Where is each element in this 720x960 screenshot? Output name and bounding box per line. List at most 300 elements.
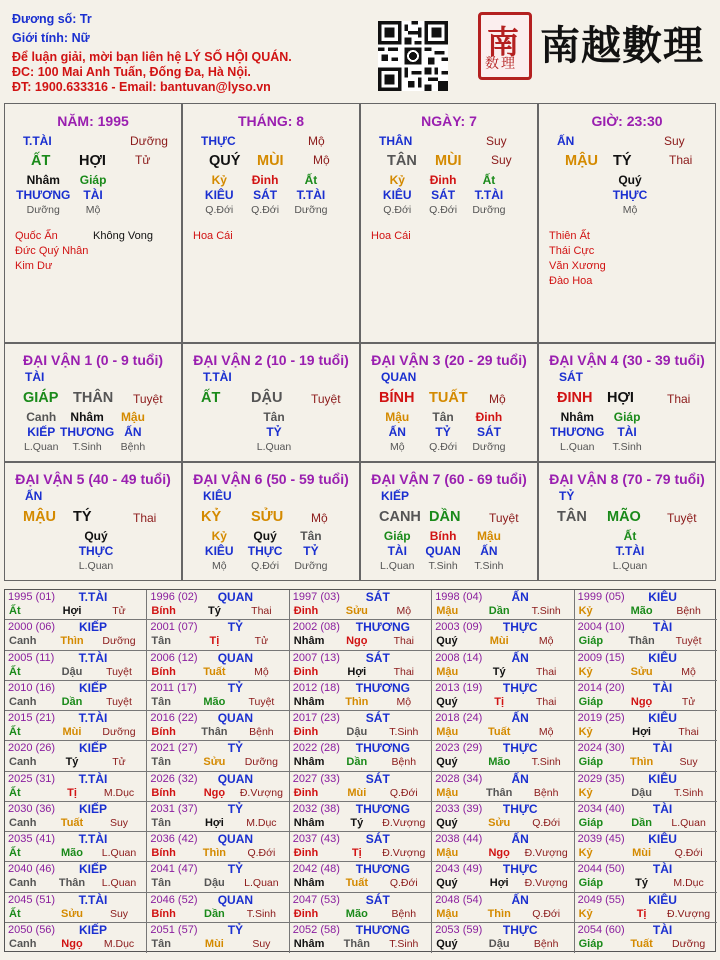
hidden-ten-god: KIÊU bbox=[204, 544, 234, 558]
year-branch: Mão bbox=[203, 695, 226, 708]
year-cell[interactable] bbox=[575, 590, 717, 620]
year-cell[interactable] bbox=[575, 772, 717, 802]
year-label: 2046 (52) bbox=[150, 893, 198, 906]
year-branch: Mùi bbox=[632, 847, 652, 859]
year-life-stage: Bệnh bbox=[676, 605, 701, 617]
owner-name: Đương số: Tr bbox=[12, 12, 92, 26]
year-branch: Dần bbox=[346, 756, 368, 769]
ten-god: QUAN bbox=[381, 370, 417, 384]
year-cell[interactable] bbox=[290, 741, 432, 771]
block-title: NĂM: 1995 bbox=[57, 113, 129, 129]
year-stem: Canh bbox=[9, 635, 37, 648]
year-branch: Thân bbox=[628, 635, 655, 648]
branch-state: Tuyệt bbox=[667, 511, 697, 525]
year-cell[interactable] bbox=[290, 651, 432, 681]
year-branch: Sửu bbox=[345, 605, 368, 617]
hidden-state: Mộ bbox=[211, 560, 227, 572]
year-life-stage: Thai bbox=[535, 665, 557, 678]
year-branch: Mùi bbox=[204, 937, 224, 950]
hidden-stem: Ất bbox=[623, 529, 637, 543]
hidden-ten-god: THỰC bbox=[78, 544, 114, 558]
year-label: 2020 (26) bbox=[8, 742, 56, 755]
year-ten-god: KIẾP bbox=[78, 922, 107, 937]
year-branch: Sửu bbox=[60, 907, 84, 920]
year-cell[interactable] bbox=[290, 620, 432, 650]
dai-van-3[interactable] bbox=[360, 343, 538, 462]
ten-god: THÂN bbox=[379, 134, 413, 148]
dai-van-7[interactable] bbox=[360, 462, 538, 581]
year-ten-god: T.TÀI bbox=[78, 650, 108, 665]
year-cell[interactable] bbox=[575, 681, 717, 711]
year-ten-god: KIÊU bbox=[648, 892, 677, 907]
year-stem: Ất bbox=[9, 847, 21, 859]
year-branch: Tị bbox=[636, 907, 647, 920]
hidden-ten-god: QUAN bbox=[425, 544, 461, 558]
year-label: 2001 (07) bbox=[150, 621, 198, 634]
contact-notice: Để luận giải, mời bạn liên hệ LÝ SỐ HỘI QUÁN. bbox=[12, 50, 292, 64]
year-cell[interactable] bbox=[432, 620, 574, 650]
year-branch: Dần bbox=[631, 816, 652, 829]
year-branch: Dần bbox=[61, 695, 83, 708]
year-life-stage: T.Sinh bbox=[246, 907, 276, 920]
year-ten-god: SÁT bbox=[365, 832, 390, 846]
ten-god: KIÊU bbox=[203, 489, 232, 503]
ten-god: THỰC bbox=[201, 134, 236, 148]
year-branch: Dần bbox=[488, 605, 510, 617]
hidden-ten-god: TÀI bbox=[83, 188, 103, 202]
year-cell[interactable] bbox=[147, 893, 289, 923]
year-cell[interactable] bbox=[432, 590, 574, 620]
ten-god: ẤN bbox=[557, 134, 575, 148]
year-cell[interactable] bbox=[147, 711, 289, 741]
shen-sha-star: Quốc Ấn bbox=[15, 230, 58, 242]
hidden-state: Dưỡng bbox=[294, 204, 328, 216]
year-branch: Mùi bbox=[489, 635, 509, 648]
year-cell[interactable] bbox=[5, 620, 147, 650]
year-stem: Quý bbox=[436, 695, 458, 708]
year-branch: Tuất bbox=[345, 877, 368, 890]
year-cell[interactable] bbox=[5, 923, 147, 953]
hidden-ten-god: SÁT bbox=[431, 188, 456, 202]
pillar-3[interactable] bbox=[360, 103, 538, 343]
year-life-stage: T.Sinh bbox=[531, 605, 561, 617]
hidden-ten-god: THƯƠNG bbox=[60, 425, 115, 439]
year-branch: Tị bbox=[494, 695, 505, 708]
year-stem: Mậu bbox=[436, 665, 459, 678]
hidden-state: Dưỡng bbox=[472, 204, 506, 216]
year-cell[interactable] bbox=[290, 893, 432, 923]
year-cell[interactable] bbox=[147, 923, 289, 953]
year-stem: Giáp bbox=[578, 635, 604, 648]
year-branch: Dậu bbox=[346, 726, 368, 738]
year-branch: Mùi bbox=[347, 786, 367, 799]
year-branch: Mão bbox=[630, 605, 653, 617]
heavenly-stem: ẤT bbox=[31, 153, 51, 169]
year-cell[interactable] bbox=[5, 681, 147, 711]
earthly-branch: TÝ bbox=[73, 509, 92, 525]
year-cell[interactable] bbox=[147, 802, 289, 832]
hidden-ten-god: TÀI bbox=[387, 544, 407, 558]
hidden-state: Q.Đới bbox=[205, 204, 234, 216]
year-branch: Dậu bbox=[61, 665, 83, 678]
seal-bottom-chars: 数理 bbox=[485, 56, 517, 72]
hidden-ten-god: THƯƠNG bbox=[550, 425, 605, 439]
year-stem: Kỷ bbox=[578, 605, 593, 617]
year-cell[interactable] bbox=[432, 893, 574, 923]
year-cell[interactable] bbox=[147, 681, 289, 711]
year-label: 2018 (24) bbox=[435, 712, 483, 724]
year-label: 2014 (20) bbox=[577, 681, 625, 694]
year-cell[interactable] bbox=[5, 741, 147, 771]
year-ten-god: TÀI bbox=[652, 801, 673, 816]
year-label: 2005 (11) bbox=[8, 651, 55, 664]
year-cell[interactable] bbox=[147, 651, 289, 681]
year-stem: Nhâm bbox=[293, 756, 325, 769]
year-branch: Sửu bbox=[630, 665, 653, 678]
year-cell[interactable] bbox=[5, 832, 147, 862]
year-life-stage: Dưỡng bbox=[672, 937, 706, 950]
hidden-ten-god: SÁT bbox=[476, 425, 501, 439]
year-cell[interactable] bbox=[290, 711, 432, 741]
block-title: NGÀY: 7 bbox=[421, 113, 477, 129]
year-cell[interactable] bbox=[5, 772, 147, 802]
year-label: 2050 (56) bbox=[8, 923, 56, 936]
year-cell[interactable] bbox=[432, 681, 574, 711]
year-life-stage: Tử bbox=[254, 635, 269, 648]
year-cell[interactable] bbox=[147, 741, 289, 771]
year-stem: Mậu bbox=[436, 847, 459, 859]
block-title: ĐẠI VẬN 4 (30 - 39 tuổi) bbox=[549, 352, 705, 368]
year-branch: Thìn bbox=[345, 695, 369, 708]
year-cell[interactable] bbox=[147, 590, 289, 620]
phone-email[interactable]: ĐT: 1900.633316 - Email: bantuvan@lyso.vn bbox=[12, 80, 271, 94]
year-life-stage: Thai bbox=[535, 695, 557, 708]
hidden-stem: Mậu bbox=[385, 410, 410, 424]
year-life-stage: Đ.Vượng bbox=[382, 816, 426, 829]
year-cell[interactable] bbox=[290, 862, 432, 892]
year-label: 2024 (30) bbox=[577, 742, 625, 755]
year-cell[interactable] bbox=[5, 590, 147, 620]
year-cell[interactable] bbox=[432, 651, 574, 681]
block-title: ĐẠI VẬN 5 (40 - 49 tuổi) bbox=[15, 471, 171, 487]
year-branch: Ngọ bbox=[346, 635, 368, 648]
year-stem: Nhâm bbox=[293, 695, 325, 708]
shen-sha-star: Đức Quý Nhân bbox=[15, 245, 89, 257]
hidden-stem: Quý bbox=[84, 529, 108, 543]
shen-sha-star: Thiên Ất bbox=[549, 230, 590, 242]
year-branch: Dậu bbox=[204, 877, 225, 890]
year-branch: Ngọ bbox=[488, 847, 510, 859]
year-life-stage: Dưỡng bbox=[102, 726, 136, 738]
year-ten-god: KIẾP bbox=[78, 620, 107, 635]
block-title: ĐẠI VẬN 6 (50 - 59 tuổi) bbox=[193, 471, 349, 487]
year-cell[interactable] bbox=[5, 651, 147, 681]
block-title: THÁNG: 8 bbox=[237, 113, 305, 129]
year-cell[interactable] bbox=[575, 862, 717, 892]
stem-state: Suy bbox=[664, 134, 685, 148]
seal-top-char: 南 bbox=[487, 23, 520, 61]
heavenly-stem: GIÁP bbox=[23, 390, 59, 406]
year-ten-god: T.TÀI bbox=[78, 892, 108, 907]
year-ten-god: ẤN bbox=[511, 711, 529, 725]
year-label: 2013 (19) bbox=[435, 681, 483, 694]
year-cell[interactable] bbox=[290, 681, 432, 711]
year-label: 2010 (16) bbox=[8, 681, 56, 694]
year-life-stage: Q.Đới bbox=[389, 877, 418, 890]
year-label: 2045 (51) bbox=[8, 893, 56, 906]
year-stem: Đinh bbox=[293, 907, 319, 920]
year-label: 2042 (48) bbox=[292, 863, 340, 876]
dai-van-2[interactable] bbox=[182, 343, 360, 462]
year-life-stage: Mộ bbox=[254, 665, 269, 678]
year-cell[interactable] bbox=[290, 590, 432, 620]
pillar-1[interactable] bbox=[4, 103, 182, 343]
pillar-4[interactable] bbox=[538, 103, 716, 343]
year-cell[interactable] bbox=[432, 862, 574, 892]
year-cell[interactable] bbox=[147, 862, 289, 892]
year-stem: Kỷ bbox=[578, 786, 593, 799]
hidden-ten-god: T.TÀI bbox=[296, 188, 326, 202]
year-cell[interactable] bbox=[575, 651, 717, 681]
year-branch: Tị bbox=[209, 635, 220, 648]
year-life-stage: Dưỡng bbox=[102, 635, 136, 648]
year-branch: Tuất bbox=[203, 665, 226, 678]
year-branch: Tý bbox=[207, 605, 221, 617]
year-cell[interactable] bbox=[575, 832, 717, 862]
block-title: GIỜ: 23:30 bbox=[591, 113, 663, 129]
year-ten-god: THỰC bbox=[502, 862, 538, 877]
earthly-branch: MÙI bbox=[435, 153, 462, 169]
hidden-ten-god: THỰC bbox=[612, 188, 648, 202]
year-branch: Thìn bbox=[487, 907, 511, 920]
earthly-branch: TUẤT bbox=[429, 390, 468, 406]
year-life-stage: M.Dục bbox=[246, 816, 277, 829]
hidden-ten-god: KIẾP bbox=[27, 425, 56, 439]
year-stem: Ất bbox=[9, 726, 21, 738]
year-label: 2031 (37) bbox=[150, 802, 198, 815]
year-cell[interactable] bbox=[290, 832, 432, 862]
year-life-stage: Đ.Vượng bbox=[524, 877, 568, 890]
year-label: 2034 (40) bbox=[577, 802, 625, 815]
year-stem: Giáp bbox=[578, 756, 604, 769]
year-ten-god: KIẾP bbox=[78, 741, 107, 756]
year-stem: Đinh bbox=[293, 605, 319, 617]
year-label: 2048 (54) bbox=[435, 893, 483, 906]
year-branch: Mão bbox=[488, 756, 511, 769]
heavenly-stem: MẬU bbox=[565, 153, 599, 169]
block-title: ĐẠI VẬN 3 (20 - 29 tuổi) bbox=[371, 352, 527, 368]
year-stem: Bính bbox=[151, 665, 176, 678]
year-label: 2006 (12) bbox=[150, 651, 198, 664]
branch-state: Mộ bbox=[489, 392, 506, 406]
hidden-stem: Nhâm bbox=[26, 173, 60, 187]
year-branch: Tý bbox=[635, 877, 649, 890]
dai-van-6[interactable] bbox=[182, 462, 360, 581]
year-stem: Ất bbox=[9, 605, 21, 617]
ten-god: T.TÀI bbox=[23, 134, 52, 148]
year-label: 2037 (43) bbox=[292, 833, 340, 845]
heavenly-stem: BÍNH bbox=[379, 390, 415, 406]
qr-code-icon[interactable] bbox=[378, 21, 448, 91]
year-cell[interactable] bbox=[147, 772, 289, 802]
year-life-stage: Tử bbox=[112, 605, 126, 617]
year-cell[interactable] bbox=[290, 772, 432, 802]
hidden-ten-god: ẤN bbox=[480, 544, 498, 558]
year-cell[interactable] bbox=[575, 620, 717, 650]
ten-god: T.TÀI bbox=[203, 370, 232, 384]
year-ten-god: THỰC bbox=[502, 801, 538, 816]
year-ten-god: TỶ bbox=[227, 801, 244, 816]
year-label: 2047 (53) bbox=[292, 893, 340, 906]
hidden-stem: Nhâm bbox=[70, 410, 104, 424]
earthly-branch: TÝ bbox=[613, 153, 632, 169]
earthly-branch: HỢI bbox=[79, 153, 106, 169]
hidden-state: L.Quan bbox=[24, 441, 59, 453]
year-stem: Nhâm bbox=[293, 816, 325, 829]
hidden-state: L.Quan bbox=[78, 560, 114, 572]
year-cell[interactable] bbox=[575, 711, 717, 741]
hidden-ten-god: KIÊU bbox=[204, 188, 234, 202]
year-stem: Tân bbox=[151, 877, 171, 890]
year-ten-god: KIẾP bbox=[78, 801, 107, 816]
heavenly-stem: ĐINH bbox=[557, 390, 593, 406]
year-stem: Giáp bbox=[578, 877, 604, 890]
year-stem: Bính bbox=[151, 847, 176, 859]
hidden-stem: Giáp bbox=[79, 173, 107, 187]
year-ten-god: THỰC bbox=[502, 620, 538, 635]
year-branch: Hợi bbox=[632, 726, 651, 738]
year-cell[interactable] bbox=[575, 893, 717, 923]
dai-van-5[interactable] bbox=[4, 462, 182, 581]
year-stem: Mậu bbox=[436, 726, 459, 738]
year-stem: Kỷ bbox=[578, 665, 593, 678]
hidden-stem: Ất bbox=[482, 173, 496, 187]
year-ten-god: QUAN bbox=[217, 711, 254, 725]
year-stem: Nhâm bbox=[293, 635, 325, 648]
year-stem: Kỷ bbox=[578, 726, 593, 738]
dai-van-1[interactable] bbox=[4, 343, 182, 462]
year-ten-god: TÀI bbox=[652, 680, 673, 695]
year-label: 2044 (50) bbox=[577, 863, 625, 876]
year-ten-god: T.TÀI bbox=[78, 832, 108, 846]
year-ten-god: ẤN bbox=[511, 771, 529, 786]
year-life-stage: Tuyệt bbox=[106, 665, 132, 678]
heavenly-stem: TÂN bbox=[387, 153, 417, 169]
hidden-ten-god: T.TÀI bbox=[615, 544, 645, 558]
hidden-ten-god: TỶ bbox=[303, 544, 319, 558]
dai-van-4[interactable] bbox=[538, 343, 716, 462]
branch-state: Suy bbox=[491, 153, 512, 167]
year-branch: Dậu bbox=[488, 937, 510, 950]
year-stem: Bính bbox=[151, 907, 176, 920]
year-stem: Mậu bbox=[436, 786, 459, 799]
year-branch: Hợi bbox=[62, 605, 82, 617]
year-cell[interactable] bbox=[432, 832, 574, 862]
year-stem: Tân bbox=[151, 695, 171, 708]
year-cell[interactable] bbox=[5, 862, 147, 892]
year-label: 1997 (03) bbox=[292, 591, 340, 603]
hidden-ten-god: TÀI bbox=[617, 425, 637, 439]
heavenly-stem: QUÝ bbox=[209, 153, 241, 169]
year-stem: Giáp bbox=[578, 695, 604, 708]
earthly-branch: THÂN bbox=[73, 390, 114, 406]
year-branch: Tý bbox=[65, 756, 79, 769]
year-cell[interactable] bbox=[575, 802, 717, 832]
address: ĐC: 100 Mai Anh Tuấn, Đống Đa, Hà Nội. bbox=[12, 65, 251, 79]
pillar-2[interactable] bbox=[182, 103, 360, 343]
year-label: 2023 (29) bbox=[435, 742, 483, 755]
year-ten-god: T.TÀI bbox=[78, 771, 108, 786]
year-life-stage: Tuyệt bbox=[675, 635, 702, 648]
year-label: 2002 (08) bbox=[292, 621, 340, 634]
year-ten-god: QUAN bbox=[217, 590, 254, 604]
year-life-stage: Đ.Vượng bbox=[667, 907, 711, 920]
year-cell[interactable] bbox=[575, 741, 717, 771]
year-label: 2027 (33) bbox=[292, 772, 340, 785]
hidden-stem: Nhâm bbox=[560, 410, 594, 424]
year-cell[interactable] bbox=[5, 711, 147, 741]
year-ten-god: TỶ bbox=[227, 680, 244, 695]
year-ten-god: KIÊU bbox=[648, 771, 677, 786]
year-ten-god: THỰC bbox=[502, 680, 538, 695]
year-label: 2007 (13) bbox=[292, 651, 340, 664]
block-title: ĐẠI VẬN 2 (10 - 19 tuổi) bbox=[193, 352, 349, 368]
year-label: 2038 (44) bbox=[435, 833, 483, 845]
year-ten-god: THƯƠNG bbox=[355, 741, 410, 756]
year-stem: Mậu bbox=[436, 605, 459, 617]
year-label: 1996 (02) bbox=[150, 591, 198, 603]
shen-sha-star: Hoa Cái bbox=[193, 230, 233, 242]
dai-van-8[interactable] bbox=[538, 462, 716, 581]
year-label: 2022 (28) bbox=[292, 742, 340, 755]
year-life-stage: Bệnh bbox=[391, 756, 417, 769]
hidden-stem: Tân bbox=[432, 410, 454, 424]
year-ten-god: KIÊU bbox=[648, 650, 677, 665]
year-life-stage: L.Quan bbox=[671, 816, 706, 829]
year-cell[interactable] bbox=[5, 802, 147, 832]
year-life-stage: L.Quan bbox=[244, 877, 279, 890]
hidden-state: Q.Đới bbox=[383, 204, 412, 216]
year-cell[interactable] bbox=[432, 772, 574, 802]
year-life-stage: M.Dục bbox=[673, 877, 704, 890]
year-cell[interactable] bbox=[290, 923, 432, 953]
year-stem: Nhâm bbox=[293, 937, 325, 950]
year-stem: Tân bbox=[151, 816, 171, 829]
year-branch: Tuất bbox=[60, 816, 84, 829]
year-cell[interactable] bbox=[432, 741, 574, 771]
year-branch: Hợi bbox=[204, 816, 224, 829]
year-stem: Mậu bbox=[436, 907, 459, 920]
year-cell[interactable] bbox=[147, 620, 289, 650]
year-branch: Tuất bbox=[630, 937, 653, 950]
year-ten-god: TỶ bbox=[227, 862, 244, 877]
year-cell[interactable] bbox=[432, 802, 574, 832]
year-life-stage: Mộ bbox=[538, 635, 554, 648]
year-label: 2049 (55) bbox=[577, 893, 625, 906]
ten-god: ẤN bbox=[25, 489, 43, 503]
year-cell[interactable] bbox=[5, 893, 147, 923]
year-cell[interactable] bbox=[290, 802, 432, 832]
year-stem: Canh bbox=[9, 937, 37, 950]
year-cell[interactable] bbox=[432, 711, 574, 741]
shen-sha-star: Hoa Cái bbox=[371, 230, 411, 242]
year-label: 2009 (15) bbox=[577, 651, 625, 664]
year-cell[interactable] bbox=[147, 832, 289, 862]
year-cell[interactable] bbox=[575, 923, 717, 953]
year-cell[interactable] bbox=[432, 923, 574, 953]
hidden-state: Q.Đới bbox=[251, 560, 280, 572]
hidden-stem: Giáp bbox=[383, 529, 411, 543]
